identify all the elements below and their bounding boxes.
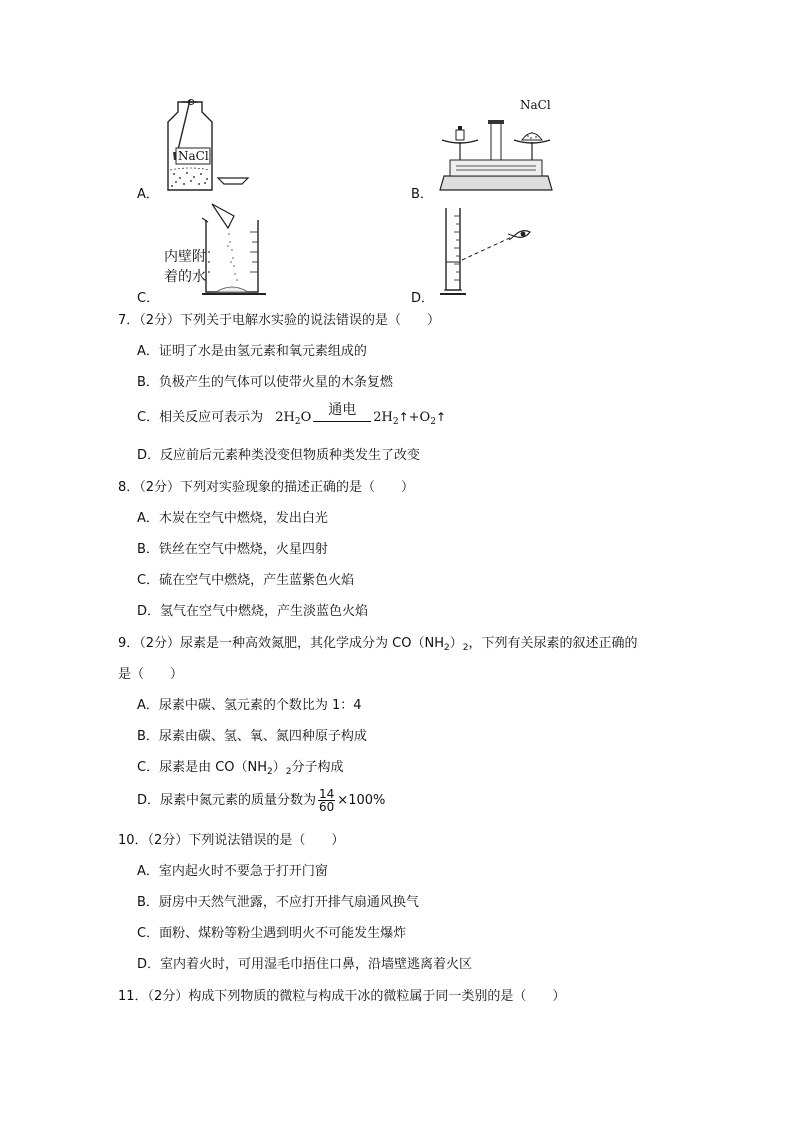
question-7-stem — [118, 312, 440, 330]
question-number: 7． — [118, 313, 140, 328]
question-number: 11． — [118, 989, 148, 1004]
question-number: 9． — [118, 636, 140, 651]
question-number: 8． — [118, 480, 140, 495]
gas-arrow-icon: ↑ — [398, 410, 409, 424]
figure-d — [436, 206, 536, 298]
question-text: （2分）构成下列物质的微粒与构成干冰的微粒属于同一类别的是（ ） — [147, 989, 566, 1004]
question-8-option-b: B．铁丝在空气中燃烧，火星四射 — [137, 542, 328, 557]
question-10-option-a: A．室内起火时不要急于打开门窗 — [137, 864, 328, 879]
question-8-stem — [118, 479, 414, 497]
question-8-option-d: D．氢气在空气中燃烧，产生淡蓝色火焰 — [137, 604, 369, 619]
question-11-stem — [118, 988, 565, 1006]
question-text: （2分）下列关于电解水实验的说法错误的是（ ） — [139, 313, 441, 328]
question-10-option-b: B．厨房中天然气泄露，不应打开排气扇通风换气 — [137, 895, 419, 910]
question-9-option-a: A．尿素中碳、氢元素的个数比为 1：4 — [137, 698, 362, 713]
question-7-option-c — [137, 401, 446, 431]
question-text: （2分）下列说法错误的是（ ） — [147, 833, 345, 848]
option-text: C．相关反应可表示为 — [137, 410, 264, 425]
beaker-note-line2: 着的水 — [164, 269, 206, 285]
figure-b — [436, 98, 556, 194]
reaction-condition: 通电 — [313, 409, 371, 427]
question-8-option-c: C．硫在空气中燃烧，产生蓝紫色火焰 — [137, 573, 355, 588]
figure-c-label: C． — [137, 291, 160, 306]
question-8-option-a: A．木炭在空气中燃烧，发出白光 — [137, 511, 328, 526]
bottle-label-text: NaCl — [178, 149, 209, 163]
question-9-stem-line2: 是（ ） — [118, 667, 184, 682]
figure-a-label: A． — [137, 187, 159, 202]
question-10-option-c: C．面粉、煤粉等粉尘遇到明火不可能发生爆炸 — [137, 926, 407, 941]
question-10-option-d: D．室内着火时，可用湿毛巾捂住口鼻，沿墙壁逃离着火区 — [137, 957, 473, 972]
question-7-option-d: D．反应前后元素种类没变但物质种类发生了改变 — [137, 448, 421, 463]
question-7-option-a: A．证明了水是由氢元素和氧元素组成的 — [137, 344, 367, 359]
graduated-cylinder-figure — [436, 206, 536, 298]
reaction-equation: $2H_2O$ 通电 $2H_2↑+O_2↑$ — [275, 401, 446, 427]
beaker-note-line1: 内壁附 — [164, 249, 206, 265]
question-9-stem: 9．（2分）尿素是一种高效氮肥，其化学成分为 $CO(NH_2)_2$，下列有关尿素的叙述正确的 — [118, 636, 638, 653]
reagent-bottle-figure — [160, 98, 260, 194]
figure-b-label: B． — [411, 187, 433, 202]
question-9-option-b: B．尿素由碳、氢、氧、氮四种原子构成 — [137, 729, 367, 744]
question-7-option-b: B．负极产生的气体可以使带火星的木条复燃 — [137, 375, 393, 390]
question-text: （2分）下列对实验现象的描述正确的是（ ） — [139, 480, 415, 495]
question-9-option-d: D．尿素中氮元素的质量分数为 $\frac{14}{60}$ ×100% — [137, 787, 386, 814]
question-number: 10． — [118, 833, 148, 848]
figure-c — [162, 202, 272, 298]
balance-figure — [436, 98, 556, 194]
mass-fraction: $\frac{14}{60}$ — [319, 787, 335, 814]
question-9-option-c: C．尿素是由 $CO(NH_2)_2$分子构成 — [137, 760, 344, 777]
gas-arrow-icon: ↑ — [435, 410, 446, 424]
figure-a — [160, 98, 260, 194]
figure-d-label: D． — [411, 291, 435, 306]
question-text: （2分）尿素是一种高效氮肥，其化学成分为 CO（NH — [139, 636, 444, 651]
pan-label-text: NaCl — [520, 98, 551, 112]
question-10-stem — [118, 832, 344, 850]
